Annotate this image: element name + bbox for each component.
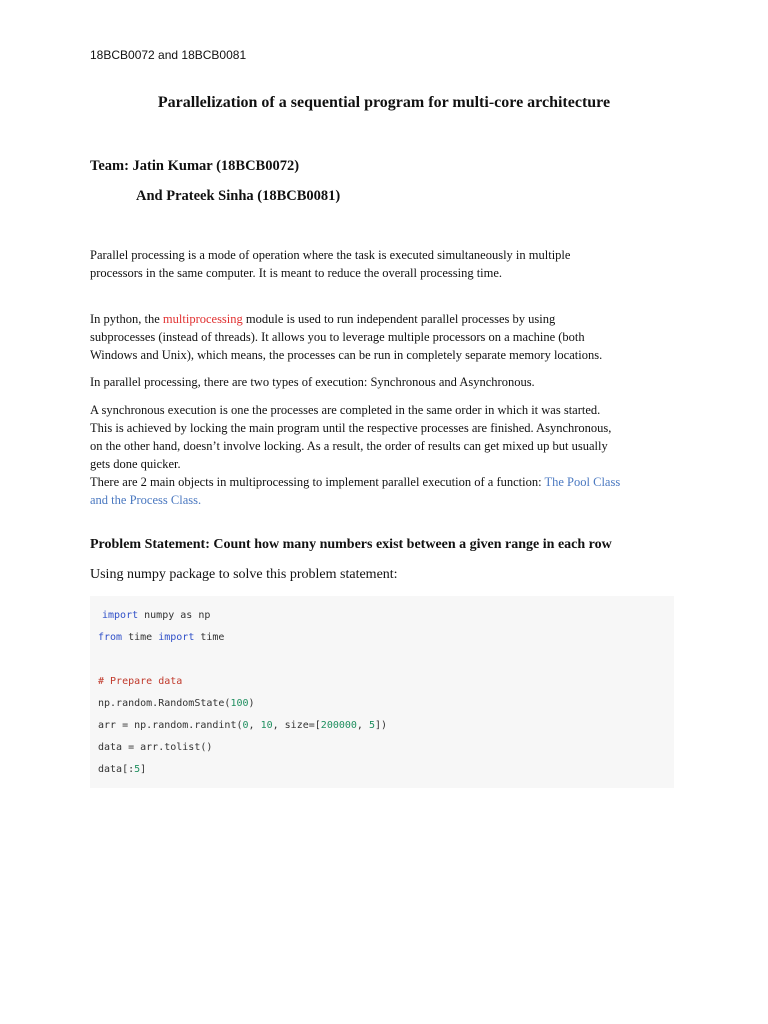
text-run: In python, the	[90, 312, 163, 326]
code-text: np.random.RandomState(	[98, 698, 231, 709]
code-number: 0	[242, 720, 249, 731]
code-comment: # Prepare data	[98, 676, 183, 687]
code-text: ]	[140, 764, 147, 775]
code-line: data = arr.tolist()	[98, 742, 213, 753]
code-line	[98, 632, 224, 643]
code-text: ])	[375, 720, 388, 731]
code-line	[102, 610, 210, 621]
paragraph-multiprocessing	[90, 310, 690, 364]
text-run: There are 2 main objects in multiprocessing to implement parallel execution of a function:	[90, 475, 545, 489]
code-text: arr = np.random.randint(	[98, 720, 243, 731]
code-text: )	[248, 698, 255, 709]
paragraph-line	[90, 473, 690, 491]
paragraph-line: gets done quicker.	[90, 457, 181, 471]
paragraph-line: subprocesses (instead of threads). It allows you to leverage multiple processors on a machine (both	[90, 330, 585, 344]
problem-statement: Problem Statement: Count how many numbers exist between a given range in each row	[90, 537, 612, 552]
paragraph-line: on the other hand, doesn’t involve locking. As a result, the order of results can get mixed up but usually	[90, 439, 608, 453]
multiprocessing-highlight: multiprocessing	[162, 312, 243, 326]
paragraph-line: Parallel processing is a mode of operation where the task is executed simultaneously in multiple	[90, 248, 571, 262]
team-line-2: And Prateek Sinha (18BCB0081)	[136, 188, 341, 204]
code-number: 10	[260, 720, 273, 731]
paragraph-line	[90, 491, 690, 509]
code-keyword: import	[158, 632, 195, 643]
process-class-link[interactable]: and the Process Class.	[90, 493, 202, 507]
paragraph-line	[90, 310, 690, 328]
code-number: 5	[368, 720, 375, 731]
code-text: time	[122, 632, 159, 643]
code-keyword: from	[98, 632, 123, 643]
paragraph-intro	[90, 246, 690, 282]
code-number: 200000	[320, 720, 357, 731]
code-text: numpy as np	[138, 610, 211, 621]
paragraph-line: A synchronous execution is one the processes are completed in the same order in which it was started.	[90, 403, 601, 417]
paragraph-execution-types: In parallel processing, there are two types of execution: Synchronous and Asynchronous.	[90, 375, 535, 389]
document-id-header: 18BCB0072 and 18BCB0081	[90, 48, 247, 62]
paragraph-line: This is achieved by locking the main program until the respective processes are finished. Asynchronous,	[90, 421, 612, 435]
code-line	[98, 764, 146, 775]
code-text: ,	[248, 720, 261, 731]
paragraph-line: Windows and Unix), which means, the processes can be run in completely separate memory locations.	[90, 348, 603, 362]
team-line-1: Team: Jatin Kumar (18BCB0072)	[90, 158, 300, 174]
code-text: time	[194, 632, 225, 643]
code-keyword: import	[102, 610, 139, 621]
paragraph-synchronous	[90, 401, 690, 509]
numpy-intro-text: Using numpy package to solve this problem statement:	[90, 567, 398, 582]
code-text: , size=[	[272, 720, 321, 731]
code-text: ,	[356, 720, 369, 731]
text-run: module is used to run independent parallel processes by using	[242, 312, 556, 326]
code-number: 100	[230, 698, 249, 709]
paragraph-line: processors in the same computer. It is meant to reduce the overall processing time.	[90, 266, 503, 280]
code-line	[98, 698, 255, 709]
code-line	[98, 720, 387, 731]
code-block	[90, 596, 674, 788]
document-title: Parallelization of a sequential program for multi-core architecture	[157, 94, 611, 111]
pool-class-link[interactable]: The Pool Class	[544, 475, 621, 489]
code-number: 5	[134, 764, 141, 775]
code-text: data[:	[98, 764, 135, 775]
